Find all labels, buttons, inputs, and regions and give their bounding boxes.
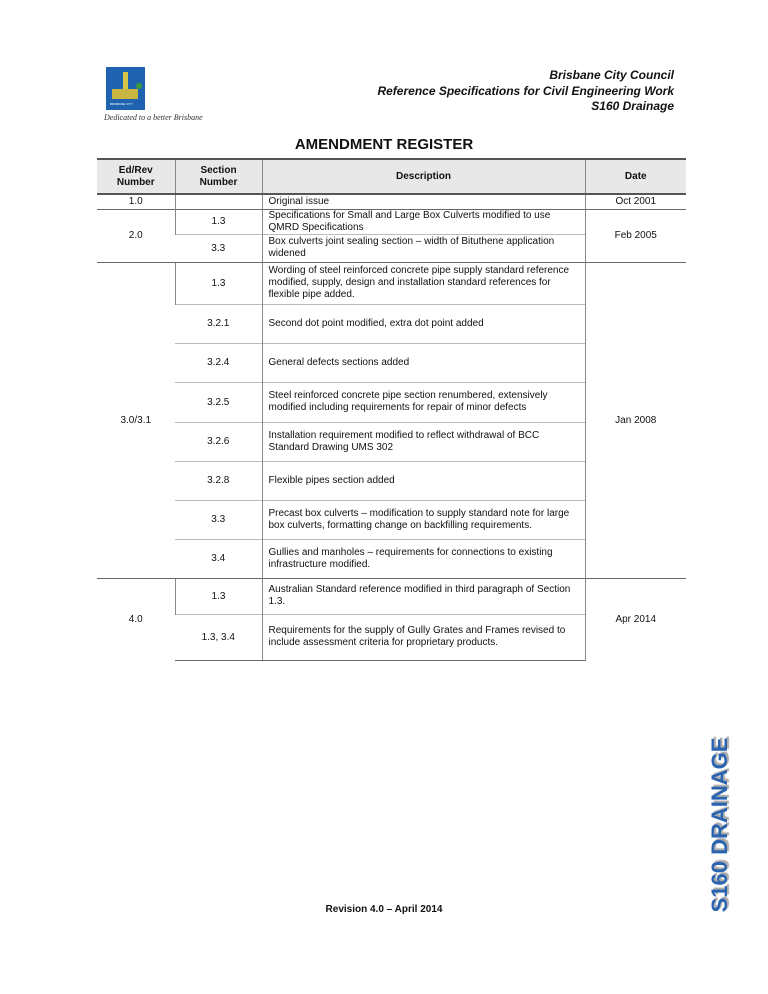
description-cell: Australian Standard reference modified in third paragraph of Section 1.3. <box>262 578 585 614</box>
header-org: Brisbane City Council <box>549 68 674 82</box>
amendment-register-table <box>97 158 686 661</box>
description-cell: Requirements for the supply of Gully Grates and Frames revised to include assessment criteria for proprietary products. <box>262 614 585 660</box>
date-cell: Apr 2014 <box>585 578 686 660</box>
edrev-cell: 4.0 <box>97 578 175 660</box>
page-title: AMENDMENT REGISTER <box>294 136 474 153</box>
table-row <box>97 262 686 304</box>
table-row <box>97 209 686 234</box>
date-cell: Oct 2001 <box>585 194 686 209</box>
section-cell: 1.3, 3.4 <box>175 614 262 660</box>
section-cell <box>175 194 262 209</box>
col-header-section: Section Number <box>175 159 262 194</box>
description-cell: Gullies and manholes – requirements for connections to existing infrastructure modified. <box>262 539 585 578</box>
table-row <box>97 578 686 614</box>
side-label-text: S160 DRAINAGE <box>707 737 732 913</box>
description-cell: Specifications for Small and Large Box Culverts modified to use QMRD Specifications <box>262 209 585 234</box>
section-cell: 1.3 <box>175 209 262 234</box>
edrev-cell: 2.0 <box>97 209 175 262</box>
page-footer: Revision 4.0 – April 2014 <box>325 904 443 915</box>
description-cell: Flexible pipes section added <box>262 461 585 500</box>
col-header-date: Date <box>585 159 686 194</box>
section-cell: 1.3 <box>175 262 262 304</box>
brisbane-city-logo: BRISBANE CITY <box>106 67 145 110</box>
description-cell: Steel reinforced concrete pipe section renumbered, extensively modified including requirements for repair of minor defects <box>262 382 585 422</box>
section-cell: 3.2.6 <box>175 422 262 461</box>
description-cell: Box culverts joint sealing section – width of Bituthene application widened <box>262 234 585 262</box>
col-header-description: Description <box>262 159 585 194</box>
date-cell: Feb 2005 <box>585 209 686 262</box>
table-header-row <box>97 159 686 194</box>
description-cell: General defects sections added <box>262 343 585 382</box>
description-cell: Precast box culverts – modification to supply standard note for large box culverts, formatting change on backfilling requirements. <box>262 500 585 539</box>
section-cell: 3.2.1 <box>175 304 262 343</box>
logo-tagline: Dedicated to a better Brisbane <box>104 113 203 122</box>
section-cell: 3.3 <box>175 500 262 539</box>
edrev-cell: 1.0 <box>128 196 143 208</box>
section-cell: 3.2.5 <box>175 382 262 422</box>
description-cell: Original issue <box>262 194 585 209</box>
header-series: Reference Specifications for Civil Engineering Work <box>377 83 674 98</box>
side-label <box>700 735 740 915</box>
col-header-edrev: Ed/Rev Number <box>97 159 175 194</box>
description-cell: Installation requirement modified to reflect withdrawal of BCC Standard Drawing UMS 302 <box>262 422 585 461</box>
table-row <box>97 194 686 209</box>
section-cell: 3.3 <box>175 234 262 262</box>
page-header <box>377 68 674 115</box>
section-cell: 3.2.8 <box>175 461 262 500</box>
description-cell: Wording of steel reinforced concrete pipe supply standard reference modified, supply, design and installation standard references for flexible pipe added. <box>262 262 585 304</box>
section-cell: 3.2.4 <box>175 343 262 382</box>
section-cell: 1.3 <box>175 578 262 614</box>
description-cell: Second dot point modified, extra dot point added <box>262 304 585 343</box>
header-spec: S160 Drainage <box>591 99 674 113</box>
date-cell: Jan 2008 <box>585 262 686 578</box>
edrev-cell: 3.0/3.1 <box>97 262 175 578</box>
section-cell: 3.4 <box>175 539 262 578</box>
